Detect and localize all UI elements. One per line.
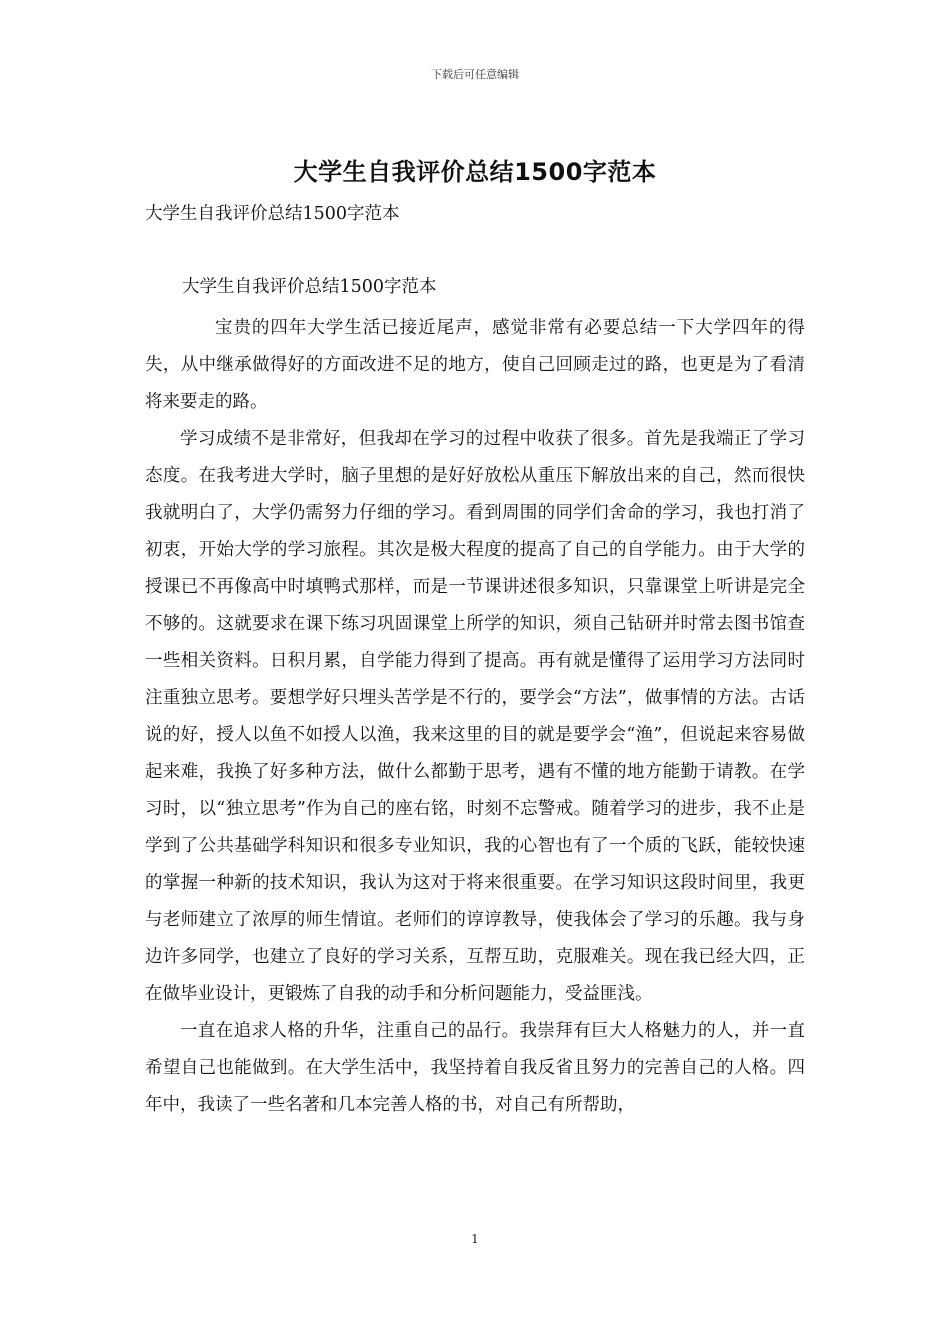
document-body (145, 310, 805, 1124)
document-subtitle: 大学生自我评价总结1500字范本 (145, 204, 400, 224)
section-heading: 大学生自我评价总结1500字范本 (182, 277, 437, 297)
document-title: 大学生自我评价总结1500字范本 (293, 158, 657, 186)
page-header-note: 下载后可任意编辑 (431, 68, 519, 81)
paragraph-character: 一直在追求人格的升华，注重自己的品行。我崇拜有巨大人格魅力的人，并一直希望自己也能做到。在大学生活中，我坚持着自我反省且努力的完善自己的人格。四年中，我读了一些名著和几本完善人格的书，对自己有所帮助， (145, 1021, 805, 1115)
page-number: 1 (471, 1232, 479, 1246)
paragraph-study: 学习成绩不是非常好，但我却在学习的过程中收获了很多。首先是我端正了学习态度。在我考进大学时，脑子里想的是好好放松从重压下解放出来的自己，然而很快我就明白了，大学仍需努力仔细的学习。看到周围的同学们舍命的学习，我也打消了初衷，开始大学的学习旅程。其次是极大程度的提高了自己的自学能力。由于大学的授课已不再像高中时填鸭式那样，而是一节课讲述很多知识，只靠课堂上听讲是完全不够的。这就要求在课下练习巩固课堂上所学的知识，须自己钻研并时常去图书馆查一些相关资料。日积月累，自学能力得到了提高。再有就是懂得了运用学习方法同时注重独立思考。要想学好只埋头苦学是不行的，要学会“方法”，做事情的方法。古话说的好，授人以鱼不如授人以渔，我来这里的目的就是要学会“渔”，但说起来容易做起来难，我换了好多种方法，做什么都勤于思考，遇有不懂的地方能勤于请教。在学习时，以“独立思考”作为自己的座右铭，时刻不忘警戒。随着学习的进步，我不止是学到了公共基础学科知识和很多专业知识，我的心智也有了一个质的飞跃，能较快速的掌握一种新的技术知识，我认为这对于将来很重要。在学习知识这段时间里，我更与老师建立了浓厚的师生情谊。老师们的谆谆教导，使我体会了学习的乐趣。我与身边许多同学，也建立了良好的学习关系，互帮互助，克服难关。现在我已经大四，正在做毕业设计，更锻炼了自我的动手和分析问题能力，受益匪浅。 (145, 429, 805, 1004)
paragraph-intro: 宝贵的四年大学生活已接近尾声，感觉非常有必要总结一下大学四年的得失，从中继承做得好的方面改进不足的地方，使自己回顾走过的路，也更是为了看清将来要走的路。 (145, 318, 805, 412)
